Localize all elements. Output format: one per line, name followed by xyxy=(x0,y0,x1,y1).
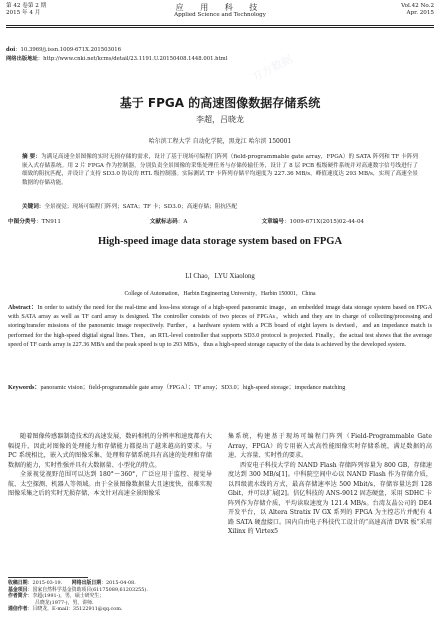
paper-title-en: High-speed image data storage system based on FPGA xyxy=(97,236,343,247)
footnote-bio: 作者简介：李超(1991-)，男，硕士研究生； xyxy=(8,593,105,599)
keywords-cn-label: 关键词： xyxy=(22,204,45,210)
abstract-en xyxy=(8,304,432,350)
header-rule-thin xyxy=(6,27,434,28)
clc-number: 中图分类号：TN911 xyxy=(8,219,61,225)
footnote-fund: 基金项目：国家自然科学基金资助项目(61175089,61203255). xyxy=(8,586,148,593)
footnote-block xyxy=(8,580,214,613)
keywords-en-label: Keywords： xyxy=(8,385,41,391)
journal-header xyxy=(6,3,434,25)
doi-label: doi xyxy=(6,47,16,53)
doi-value[interactable]: ：10.3969/j.issn.1009-671X.201503016 xyxy=(15,47,121,53)
volume-label: Vol.42 No.2 xyxy=(401,3,434,9)
header-right xyxy=(401,3,434,17)
keywords-cn xyxy=(22,203,418,212)
body-column-left xyxy=(8,432,212,499)
doc-code: 文献标志码：A xyxy=(149,219,188,225)
footnote-rule xyxy=(8,577,88,578)
keywords-en-text: panoramic vision；field-programmable gate array（FPGA）；TF array；SD3.0；high-speed storage；impedance matching xyxy=(40,385,346,391)
journal-name-en: Applied Science and Technology xyxy=(174,12,266,18)
body-paragraph: 随着图像传感器制造技术的高速发展，数码相机的分辨率和速度都有大幅提升，因此对图像的处理能力和存储能力都提出了越来越高的要求。与 PC 系统相比，嵌入式的图像采集、处理和存储系统具有高速的处理和存储数据的能力，实时性强并具有大数据量、小型化的特点。 xyxy=(8,433,212,469)
journal-name-cn: 应 用 科 技 xyxy=(175,3,265,12)
watermark: 万方数据 xyxy=(299,462,345,495)
authors-en: LI Chao，LYU Xiaolong xyxy=(185,273,255,280)
header-center xyxy=(6,3,434,19)
body-paragraph: 全景视觉视野范围可以达到 180°～360°，广泛应用于监控、视觉导航、太空探测、机器人等领域。由于全景图像数据量大且速度快，很难实现图像采集之后的实时无损存储，本文针对高速全景图像采 xyxy=(8,471,212,497)
abstract-en-label: Abstract： xyxy=(8,305,38,311)
affiliation-cn: 哈尔滨工程大学 自动化学院，黑龙江 哈尔滨 150001 xyxy=(148,138,292,145)
paper-title-cn: 基于 FPGA 的高速图像数据存储系统 xyxy=(119,96,321,110)
affiliation-en: College of Automation，Harbin Engineering University，Harbin 150001，China xyxy=(124,291,316,297)
doi-line xyxy=(6,47,121,54)
month-label: Apr. 2015 xyxy=(406,10,434,16)
date-label: 2015 年 4 月 xyxy=(6,10,41,16)
body-paragraph: 集系统，构建基于现场可编程门阵列（Field-Programmable Gate Array，FPGA）的专用嵌入式高性能图像实时存储系统，满足数据的高速、大容量、实时性的要求。 xyxy=(228,433,432,459)
watermark: 万方数据 xyxy=(249,52,295,85)
footnote-correspondence: 通信作者：吕晓龙，E-mail：35122911@qq.com. xyxy=(8,606,123,612)
abstract-cn-text: 为满足高速全景图像的实时无损存储的需求，设计了基于现场可编程门阵列（field-programmable gate array，FPGA）的 SATA 阵列和 TF 卡阵列嵌入式存储系统。用 2 片 FPGA 作为控制器，分别负责全景图像的采集处理任务与存储传输任务，设计了 8 层 PCB 板级硬件系统并对高速数字信号线进行了细致的阻抗匹配，并设计了支持 SD3.0 协议的 RTL 级控制器。实际测试 TF 卡阵列存储平均速度为 227.36 MB/s，峰值速度达 293 MB/s，实现了高速全景数据的存储功能。 xyxy=(22,154,418,186)
article-number: 文章编号：1009-671X(2015)02-44-04 xyxy=(261,219,365,225)
body-paragraph: 西安电子科技大学的 NAND Flash 存储阵列容量为 800 GB，存储速度达到 300 MB/s[1]。中科院空间中心以 NAND Flash 作为存储介质，以四级流水线的方式，最高存储速率达 500 Mbit/s，存储容量达到 128 Gbit，并可以扩展[2]。信亿科技的 ANS-9012 固态硬盘，采用 SDHC 卡阵列作为存储介质，平均读取速度为 121.4 MB/s。台湾友晶公司的 DE4 开发平台，以 Altera Stratix IV GX 系列的 FPGA 为主控芯片并配有 4 路 SATA 硬盘接口。国内自由电子科技代工设计的“高速高清 DVR 板”采用 Xilinx 的 Virtex5 xyxy=(228,461,432,535)
keywords-en xyxy=(8,384,432,393)
body-column-right xyxy=(228,432,432,537)
keywords-cn-text: 全景视觉；现场可编程门阵列；SATA；TF 卡；SD3.0；高速存储；阻抗匹配 xyxy=(44,204,238,210)
issue-label: 第 42 卷第 2 期 xyxy=(6,3,47,9)
pub-url-line xyxy=(6,56,227,63)
authors-cn: 李超，吕晓龙 xyxy=(196,115,244,124)
header-rule xyxy=(6,25,434,26)
classification-line xyxy=(8,217,432,225)
abstract-cn xyxy=(22,153,418,187)
abstract-cn-label: 摘 要： xyxy=(22,154,41,160)
pub-url-link[interactable]: ：http://www.cnki.net/kcms/detail/23.1191.U.20150408.1448.001.html xyxy=(37,56,228,62)
footnote-bio-2: 吕晓龙(1977-)，男，讲师. xyxy=(35,599,94,606)
abstract-en-text: In order to satisfy the need for the real-time and loss-less storage of a high-speed panoramic image，an embedded image data storage system based on FPGA with SATA array as well as TF card array is designed. The controller consists of two pieces of FPGAs，which and they are in charge of collecting/processing and storing/transfer missions of the panoramic image respectively. Further，a hardware system with a PCB board of eight layers is devised，and an impedance match is performed for the high-speed digital signal lines. Then，an RTL-level controller that supports SD3.0 protocol is projected. Finally，the actual test shows that the average speed of TF cards array is 227.36 MB/s and the peak speed is up to 293 MB/s，thus a high-speed storage capacity of the data is achieved by the developed system. xyxy=(8,305,432,348)
footnote-dates: 收稿日期：2015-03-19. 网络出版日期：2015-04-08. xyxy=(8,580,136,586)
watermark: 万方数据 xyxy=(59,322,105,355)
pub-url-label: 网络出版地址 xyxy=(6,56,38,62)
